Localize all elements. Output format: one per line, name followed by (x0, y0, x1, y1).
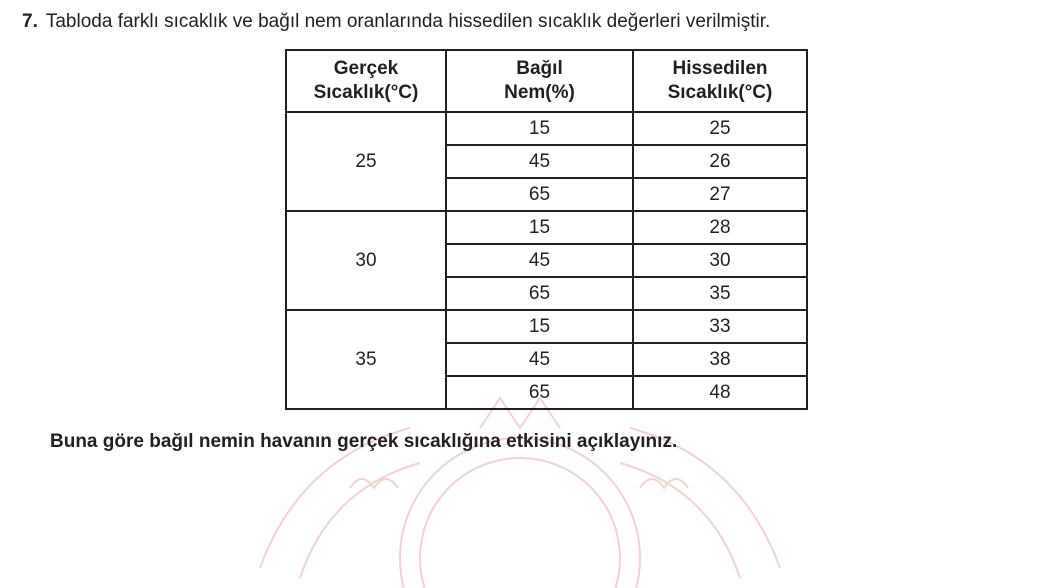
real-temperature-cell: 35 (286, 310, 446, 409)
question-stem (22, 10, 770, 34)
felt-temperature-cell: 27 (633, 178, 807, 211)
humidity-cell: 65 (446, 277, 633, 310)
felt-temperature-cell: 26 (633, 145, 807, 178)
humidity-cell: 15 (446, 310, 633, 343)
humidity-cell: 15 (446, 211, 633, 244)
question-text: Tabloda farklı sıcaklık ve bağıl nem oranlarında hissedilen sıcaklık değerleri verilmiştir. (45, 11, 771, 32)
table-row (286, 310, 807, 343)
humidity-cell: 45 (446, 343, 633, 376)
humidity-cell: 65 (446, 376, 633, 409)
table-header-row (286, 50, 807, 112)
question-prompt: Buna göre bağıl nemin havanın gerçek sıcaklığına etkisini açıklayınız. (50, 431, 678, 452)
humidity-cell: 45 (446, 244, 633, 277)
header-felt-temperature: Hissedilen Sıcaklık(°C) (633, 50, 807, 112)
table-row (286, 112, 807, 145)
felt-temperature-cell: 28 (633, 211, 807, 244)
real-temperature-cell: 30 (286, 211, 446, 310)
header-relative-humidity: Bağıl Nem(%) (446, 50, 633, 112)
question-number: 7. (22, 11, 38, 32)
felt-temperature-cell: 30 (633, 244, 807, 277)
humidity-cell: 65 (446, 178, 633, 211)
felt-temperature-cell: 48 (633, 376, 807, 409)
table-row (286, 211, 807, 244)
felt-temperature-cell: 35 (633, 277, 807, 310)
humidity-cell: 15 (446, 112, 633, 145)
felt-temperature-cell: 38 (633, 343, 807, 376)
felt-temperature-cell: 33 (633, 310, 807, 343)
humidity-cell: 45 (446, 145, 633, 178)
header-real-temperature: Gerçek Sıcaklık(°C) (286, 50, 446, 112)
felt-temperature-table (285, 49, 808, 410)
data-table-container (285, 49, 808, 410)
felt-temperature-cell: 25 (633, 112, 807, 145)
real-temperature-cell: 25 (286, 112, 446, 211)
